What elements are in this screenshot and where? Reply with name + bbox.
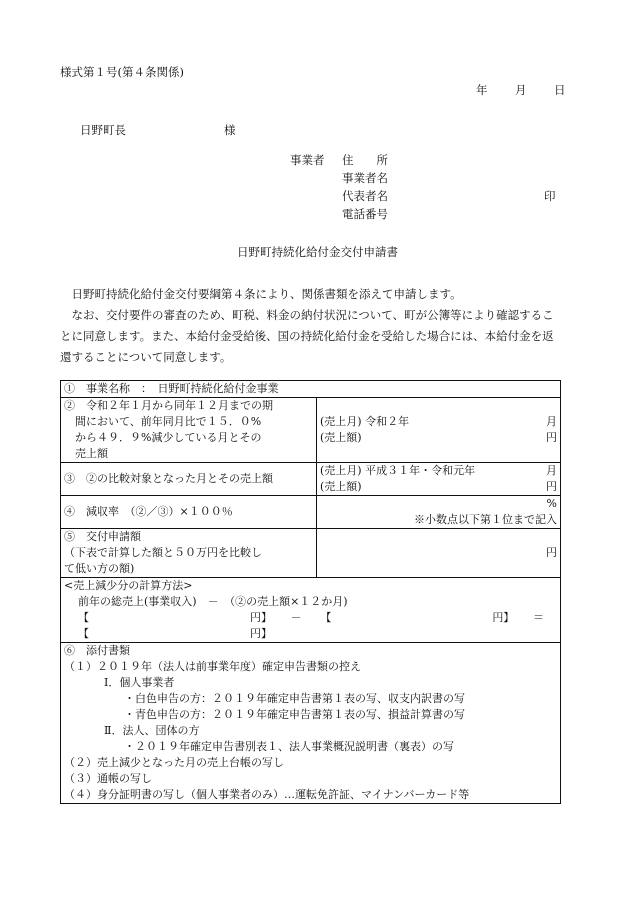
body-text [60,284,558,368]
item2-line1: ② 令和２年１月から同年１２月までの期 [64,399,273,412]
body-paragraph-1: 日野町持続化給付金交付要綱第４条により、関係書類を添えて申請します。 [71,287,462,301]
bracket-close-2: 円】 [492,611,515,624]
attach-corporation: Ⅱ．法人、団体の方 [104,724,200,737]
item2-line3: から４９．９%減少している月とその [64,431,262,444]
form-number: 様式第１号(第４条関係) [60,65,184,79]
reduction-rate-field[interactable] [317,496,561,529]
decimal-note: ※小数点以下第１位まで記入 [414,513,557,526]
compare-month-era: 平成３１年・令和元年 [365,464,476,477]
sales-amount-label: (売上額) [320,431,362,444]
table-row-sales-decline [61,398,561,463]
table-row-calculation [61,578,561,643]
document-title: 日野町持続化給付金交付申請書 [237,245,398,259]
addressee: 日野町長 [80,123,126,137]
calc-formula: 前年の総売上(事業収入) － （②の売上額×１２か月) [78,595,348,608]
item5-line1: ⑤ 交付申請額 [64,530,141,543]
phone-label: 電話番号 [342,207,388,221]
attach-white-return: ・白色申告の方：２０１９年確定申告書第１表の写、収支内訳書の写 [124,692,465,705]
percent-unit: % [546,497,557,510]
item2-line4: 売上額 [64,447,108,460]
seal-mark: 印 [544,189,556,203]
table-row-reduction-rate [61,496,561,529]
attach-item-3: （３）通帳の写し [64,772,152,785]
table-row-apply-amount [61,529,561,578]
attach-item-1: （１）２０１９年（法人は前事業年度）確定申告書類の控え [64,660,361,673]
honorific: 様 [224,123,236,137]
compare-amount-label: (売上額) [320,480,362,493]
minus-sign: － [290,611,302,624]
attach-heading: ⑥ 添付書類 [64,644,130,657]
equals-sign: ＝ [532,611,544,624]
table-row-business-name [61,381,561,398]
attach-corp-docs: ・２０１９年確定申告書別表１、法人事業概況説明書（裏表）の写 [124,740,454,753]
sales-month-era: 令和２年 [365,415,410,428]
attach-individual: Ⅰ．個人事業者 [104,676,175,689]
bracket-open-3: 【 [78,627,89,640]
sales-month-label: (売上月) [320,415,362,428]
item3-label: ③ ②の比較対象となった月とその売上額 [64,472,273,485]
bracket-open-2: 【 [320,611,332,624]
representative-label: 代表者名 [342,189,388,203]
bracket-close-3: 円】 [250,627,272,640]
table-row-comparison [61,463,561,496]
item3-amount-field[interactable] [320,479,557,495]
bracket-close-1: 円】 [250,611,272,624]
sales-month-unit: 月 [546,415,557,428]
date-day-label: 日 [554,83,566,97]
calc-result-line [64,626,557,642]
calc-heading: <売上減少分の計算方法> [64,579,193,592]
attach-blue-return: ・青色申告の方：２０１９年確定申告書第１表の写、損益計算書の写 [124,708,465,721]
sales-amount-unit: 円 [546,431,557,444]
business-name-label: 事業者名 [342,171,388,185]
application-table [60,380,561,804]
item2-amount-field[interactable] [320,430,557,446]
calc-line-brackets [64,610,557,626]
attach-item-2: （２）売上減少となった月の売上台帳の写し [64,756,284,769]
date-month-label: 月 [515,83,527,97]
bracket-open-1: 【 [78,611,89,624]
item3-month-field[interactable] [320,463,557,479]
compare-month-label: (売上月) [320,464,362,477]
apply-amount-field[interactable] [317,529,561,578]
business-name-cell: ① 事業名称 ： 日野町持続化給付金事業 [64,382,279,395]
compare-amount-unit: 円 [546,480,557,493]
item2-line2: 間において、前年同月比で１５．０% [64,415,262,428]
item2-month-field[interactable] [320,414,557,430]
compare-month-unit: 月 [546,464,557,477]
date-year-label: 年 [476,83,488,97]
table-row-attachments [61,643,561,804]
attach-item-4: （４）身分証明書の写し（個人事業者のみ）…運転免許証、マイナンバーカード等 [64,788,470,801]
applicant-label: 事業者 [290,153,325,167]
apply-amount-unit: 円 [546,546,557,559]
address-label: 住 所 [342,153,388,167]
item4-label: ④ 減収率 （②／③）×１００％ [64,505,233,518]
item5-line2: （下表で計算した額と５０万円を比較し [64,546,262,559]
body-paragraph-2: なお、交付要件の審査のため、町税、料金の納付状況について、町が公簿等により確認することに同意します。また、本給付金受給後、国の持続化給付金を受給した場合には、本給付金を返還することについて同意します。 [60,308,554,364]
item5-line3: て低い方の額) [64,562,135,575]
